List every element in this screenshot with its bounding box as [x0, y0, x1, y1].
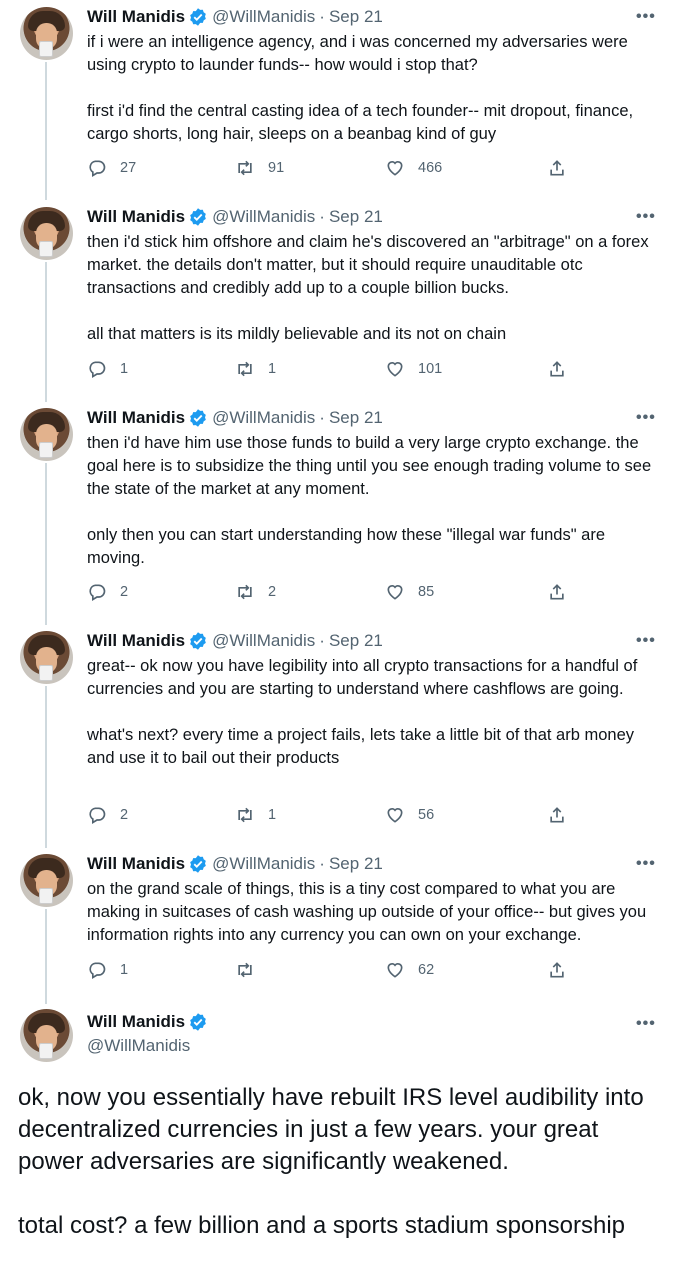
avatar[interactable] — [20, 408, 73, 461]
retweet-count: 2 — [268, 584, 277, 600]
retweet-button[interactable] — [235, 805, 276, 825]
like-count: 56 — [418, 807, 435, 823]
like-button[interactable] — [385, 805, 434, 825]
like-icon — [385, 359, 405, 379]
author-name[interactable]: Will Manidis — [87, 631, 186, 650]
tweet-text: on the grand scale of things, this is a tiny cost compared to what you are making in suitcases of cash washing up outside of your office-- but gives you information rights into any currency you can own on your exchange. — [87, 880, 647, 944]
verified-badge-icon — [188, 7, 208, 27]
tweet-date[interactable]: Sep 21 — [328, 631, 383, 650]
tweet-header — [87, 407, 383, 429]
reply-count: 27 — [120, 160, 137, 176]
tweet-header — [87, 853, 383, 875]
author-handle[interactable]: @WillManidis — [212, 207, 316, 226]
author-name[interactable]: Will Manidis — [87, 854, 186, 873]
like-count: 85 — [418, 584, 435, 600]
tweet-date[interactable]: Sep 21 — [328, 854, 383, 873]
like-button[interactable] — [385, 158, 442, 178]
reply-button[interactable] — [87, 582, 128, 602]
like-count: 466 — [418, 160, 443, 176]
author-name[interactable]: Will Manidis — [87, 7, 186, 26]
reply-icon — [87, 805, 107, 825]
author-handle[interactable]: @WillManidis — [212, 854, 316, 873]
retweet-icon — [235, 359, 255, 379]
verified-badge-icon — [188, 854, 208, 874]
like-icon — [385, 582, 405, 602]
author-name[interactable]: Will Manidis — [87, 207, 186, 226]
author-name[interactable]: Will Manidis — [87, 1012, 186, 1031]
author-handle[interactable]: @WillManidis — [212, 7, 316, 26]
retweet-icon — [235, 960, 255, 980]
share-button[interactable] — [547, 960, 580, 980]
tweet-header — [87, 630, 383, 652]
tweet-text: if i were an intelligence agency, and i was concerned my adversaries were using crypto to launder funds-- how would i stop that? first i'd find the central casting idea of a tech founder-- mit dropout, finance, cargo shorts, long hair, sleeps on a beanbag kind of guy — [87, 33, 634, 143]
retweet-icon — [235, 582, 255, 602]
share-button[interactable] — [547, 582, 580, 602]
tweet-date[interactable]: Sep 21 — [328, 7, 383, 26]
share-icon — [547, 359, 567, 379]
retweet-button[interactable] — [235, 359, 276, 379]
more-options-icon[interactable]: ••• — [636, 855, 656, 872]
more-options-icon[interactable]: ••• — [636, 1015, 656, 1032]
verified-badge-icon — [188, 408, 208, 428]
share-icon — [547, 805, 567, 825]
more-options-icon[interactable]: ••• — [636, 409, 656, 426]
avatar[interactable] — [20, 631, 73, 684]
retweet-count: 1 — [268, 807, 277, 823]
date-separator: · — [319, 7, 325, 26]
more-options-icon[interactable]: ••• — [636, 8, 656, 25]
share-icon — [547, 582, 567, 602]
reply-icon — [87, 158, 107, 178]
like-icon — [385, 960, 405, 980]
author-handle[interactable]: @WillManidis — [212, 631, 316, 650]
reply-icon — [87, 960, 107, 980]
like-icon — [385, 805, 405, 825]
avatar[interactable] — [20, 7, 73, 60]
like-count: 62 — [418, 962, 435, 978]
share-icon — [547, 960, 567, 980]
date-separator: · — [319, 854, 325, 873]
share-button[interactable] — [547, 158, 580, 178]
avatar[interactable] — [20, 854, 73, 907]
thread-line — [45, 463, 47, 625]
verified-badge-icon — [188, 207, 208, 227]
reply-count: 2 — [120, 584, 129, 600]
tweet-header — [87, 6, 383, 28]
reply-button[interactable] — [87, 960, 128, 980]
verified-badge-icon — [188, 631, 208, 651]
thread-line — [45, 686, 47, 848]
reply-icon — [87, 582, 107, 602]
share-button[interactable] — [547, 805, 580, 825]
verified-badge-icon — [188, 1012, 208, 1032]
retweet-button[interactable] — [235, 960, 268, 980]
like-button[interactable] — [385, 359, 442, 379]
tweet-actions — [87, 960, 627, 982]
more-options-icon[interactable]: ••• — [636, 632, 656, 649]
tweet-actions — [87, 582, 627, 604]
like-button[interactable] — [385, 582, 434, 602]
reply-count: 2 — [120, 807, 129, 823]
date-separator: · — [319, 631, 325, 650]
reply-button[interactable] — [87, 158, 136, 178]
like-button[interactable] — [385, 960, 434, 980]
avatar[interactable] — [20, 207, 73, 260]
tweet-actions — [87, 805, 627, 827]
retweet-button[interactable] — [235, 582, 276, 602]
thread-line — [45, 62, 47, 200]
tweet-actions — [87, 158, 627, 180]
like-count: 101 — [418, 361, 443, 377]
reply-button[interactable] — [87, 359, 128, 379]
retweet-count: 1 — [268, 361, 277, 377]
retweet-button[interactable] — [235, 158, 284, 178]
reply-count: 1 — [120, 962, 129, 978]
retweet-count: 91 — [268, 160, 285, 176]
reply-icon — [87, 359, 107, 379]
tweet-date[interactable]: Sep 21 — [328, 207, 383, 226]
tweet-actions — [87, 359, 627, 381]
tweet-header — [87, 1012, 212, 1032]
date-separator: · — [319, 408, 325, 427]
tweet-text: ok, now you essentially have rebuilt IRS level audibility into decentralized currencies in just a few years. your great power adversaries are significantly weakened. total cost? a few billion and a sports stadium sponsorship — [18, 1084, 644, 1239]
like-icon — [385, 158, 405, 178]
author-name[interactable]: Will Manidis — [87, 408, 186, 427]
author-handle[interactable]: @WillManidis — [212, 408, 316, 427]
date-separator: · — [319, 207, 325, 226]
retweet-icon — [235, 158, 255, 178]
tweet-text: then i'd stick him offshore and claim he's discovered an "arbitrage" on a forex market. the details don't matter, but it should require unauditable otc transactions and credibly add up to a couple billion bucks. all that matters is its mildly believable and its not on chain — [87, 233, 649, 343]
more-options-icon[interactable]: ••• — [636, 208, 656, 225]
retweet-icon — [235, 805, 255, 825]
tweet-header — [87, 206, 383, 228]
thread-line — [45, 909, 47, 1004]
author-handle[interactable]: @WillManidis — [87, 1036, 191, 1055]
tweet-text: then i'd have him use those funds to build a very large crypto exchange. the goal here is to subsidize the thing until you see enough trading volume to see the state of the market at any moment. only then you can start understanding how these "illegal war funds" are moving. — [87, 434, 652, 567]
reply-button[interactable] — [87, 805, 128, 825]
thread-line — [45, 262, 47, 402]
share-icon — [547, 158, 567, 178]
share-button[interactable] — [547, 359, 580, 379]
avatar[interactable] — [20, 1009, 73, 1062]
reply-count: 1 — [120, 361, 129, 377]
tweet-date[interactable]: Sep 21 — [328, 408, 383, 427]
tweet-text: great-- ok now you have legibility into all crypto transactions for a handful of currencies and you are starting to understand where cashflows are going. what's next? every time a project fails, lets take a little bit of that arb money and use it to bail out their products — [87, 657, 638, 767]
